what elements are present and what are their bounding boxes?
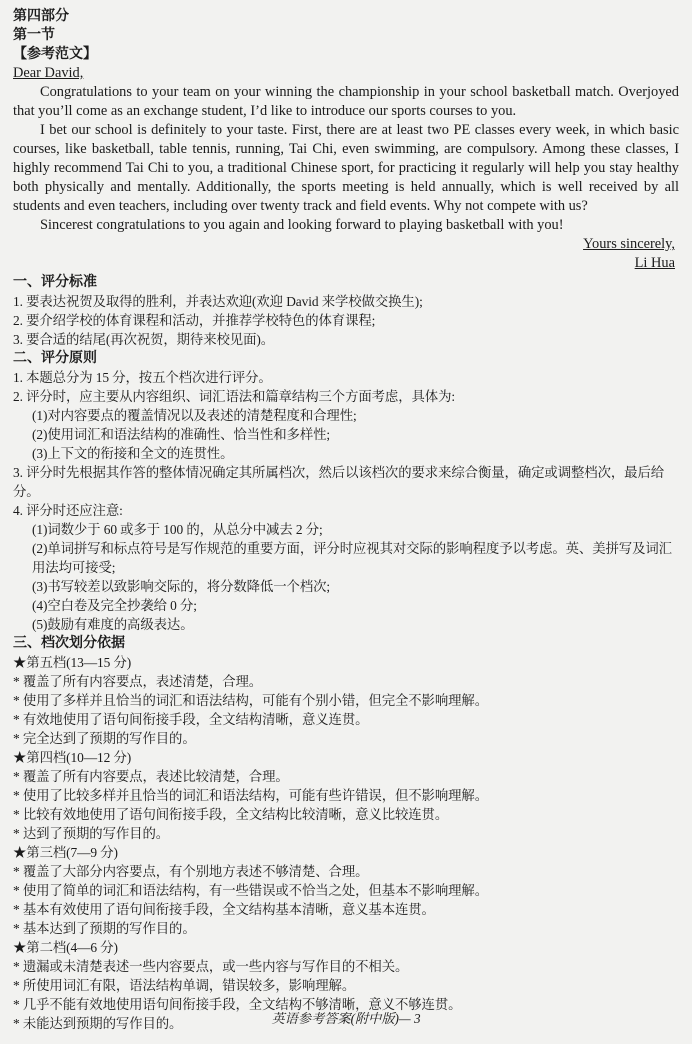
letter-paragraph: Congratulations to your team on your winning the championship in your school basketball match. Overjoyed that you’ll come as an exchange student, I’d like to introduce our sports courses to you. <box>13 84 679 119</box>
letter-signature-text: Li Hua <box>634 255 675 271</box>
grading-section <box>13 349 679 634</box>
criteria-line: (2)单词拼写和标点符号是写作规范的重要方面，评分时应视其对交际的影响程度予以考虑。英、美拼写及词汇用法均可接受; <box>32 541 672 575</box>
model-essay-label: 【参考范文】 <box>13 47 97 62</box>
section-heading: 第一节 <box>13 28 55 43</box>
criteria-line: (1)词数少于 60 或多于 100 的，从总分中减去 2 分; <box>32 522 323 537</box>
letter-closing-text: Yours sincerely, <box>583 236 675 252</box>
tier-heading: ★第五档(13—15 分) <box>13 655 132 670</box>
criteria-line: * 覆盖了所有内容要点，表述清楚，合理。 <box>13 674 263 689</box>
criteria-line: * 有效地使用了语句间衔接手段，全文结构清晰，意义连贯。 <box>13 712 369 727</box>
criteria-line: * 比较有效地使用了语句间衔接手段，全文结构比较清晰，意义比较连贯。 <box>13 807 449 822</box>
criteria-line: * 使用了简单的词汇和语法结构，有一些错误或不恰当之处，但基本不影响理解。 <box>13 883 489 898</box>
criteria-line: (3)书写较差以致影响交际的，将分数降低一个档次; <box>32 579 331 594</box>
criteria-line: * 达到了预期的写作目的。 <box>13 826 170 841</box>
criteria-line: * 使用了比较多样并且恰当的词汇和语法结构，可能有些许错误，但不影响理解。 <box>13 788 489 803</box>
letter-closing <box>13 235 679 254</box>
criteria-line: * 覆盖了所有内容要点，表述比较清楚，合理。 <box>13 769 289 784</box>
tier-heading: ★第二档(4—6 分) <box>13 940 118 955</box>
tier-heading: ★第四档(10—12 分) <box>13 750 132 765</box>
criteria-line: (3)上下文的衔接和全文的连贯性。 <box>32 446 234 461</box>
criteria-line: (2)使用词汇和语法结构的准确性、恰当性和多样性; <box>32 427 331 442</box>
criteria-line: * 覆盖了大部分内容要点，有个别地方表述不够清楚、合理。 <box>13 864 369 879</box>
criteria-line: * 基本有效使用了语句间衔接手段，全文结构基本清晰，意义基本连贯。 <box>13 902 435 917</box>
letter-salutation: Dear David, <box>13 65 84 81</box>
criteria-line: * 几乎不能有效地使用语句间衔接手段，全文结构不够清晰，意义不够连贯。 <box>13 997 462 1012</box>
criteria-line: * 完全达到了预期的写作目的。 <box>13 731 196 746</box>
criteria-line: (4)空白卷及完全抄袭给 0 分; <box>32 598 197 613</box>
letter-signature <box>13 254 679 273</box>
criteria-line: * 未能达到预期的写作目的。 <box>13 1016 183 1031</box>
letter-paragraphs <box>13 83 679 235</box>
criteria-line: 1. 本题总分为 15 分，按五个档次进行评分。 <box>13 370 272 385</box>
criteria-line: 3. 要合适的结尾(再次祝贺，期待来校见面)。 <box>13 332 275 347</box>
criteria-line: (5)鼓励有难度的高级表达。 <box>32 617 194 632</box>
tier-heading: ★第三档(7—9 分) <box>13 845 118 860</box>
grading-section <box>13 273 679 349</box>
criteria-line: * 遗漏或未清楚表述一些内容要点，或一些内容与写作目的不相关。 <box>13 959 409 974</box>
model-essay-letter <box>13 64 679 273</box>
section-title: 三、档次划分依据 <box>13 636 125 651</box>
letter-paragraph: Sincerest congratulations to you again and looking forward to playing basketball with you! <box>40 217 564 233</box>
criteria-line: (1)对内容要点的覆盖情况以及表述的清楚程度和合理性; <box>32 408 357 423</box>
page-footer: 英语参考答案(附中版)— 3 <box>271 1011 421 1026</box>
criteria-line: * 使用了多样并且恰当的词汇和语法结构，可能有个别小错，但完全不影响理解。 <box>13 693 489 708</box>
criteria-line: * 基本达到了预期的写作目的。 <box>13 921 196 936</box>
criteria-line: * 所使用词汇有限，语法结构单调，错误较多，影响理解。 <box>13 978 356 993</box>
criteria-line: 4. 评分时还应注意: <box>13 503 123 518</box>
criteria-line: 2. 要介绍学校的体育课程和活动，并推荐学校特色的体育课程; <box>13 313 376 328</box>
section-title: 二、评分原则 <box>13 351 97 366</box>
grading-sections <box>13 273 679 1033</box>
criteria-line: 3. 评分时先根据其作答的整体情况确定其所属档次，然后以该档次的要求来综合衡量，确定或调整档次，最后给分。 <box>13 465 665 499</box>
grading-section <box>13 634 679 1033</box>
section-title: 一、评分标准 <box>13 275 97 290</box>
criteria-line: 1. 要表达祝贺及取得的胜利，并表达欢迎(欢迎 David 来学校做交换生); <box>13 294 423 309</box>
part-heading: 第四部分 <box>13 9 69 24</box>
letter-paragraph: I bet our school is definitely to your taste. First, there are at least two PE classes every week, in which basic courses, like basketball, table tennis, running, Tai Chi, even swimming, are compulsory. Among these classes, I highly recommend Tai Chi to you, a traditional Chinese sport, for practicing it regularly will help you stay healthy both physically and mentally. Additionally, the sports meeting is held annually, which is well received by all students and even teachers, including over twenty track and field events. Why not compete with us? <box>13 122 679 214</box>
criteria-line: 2. 评分时，应主要从内容组织、词汇语法和篇章结构三个方面考虑，具体为: <box>13 389 456 404</box>
